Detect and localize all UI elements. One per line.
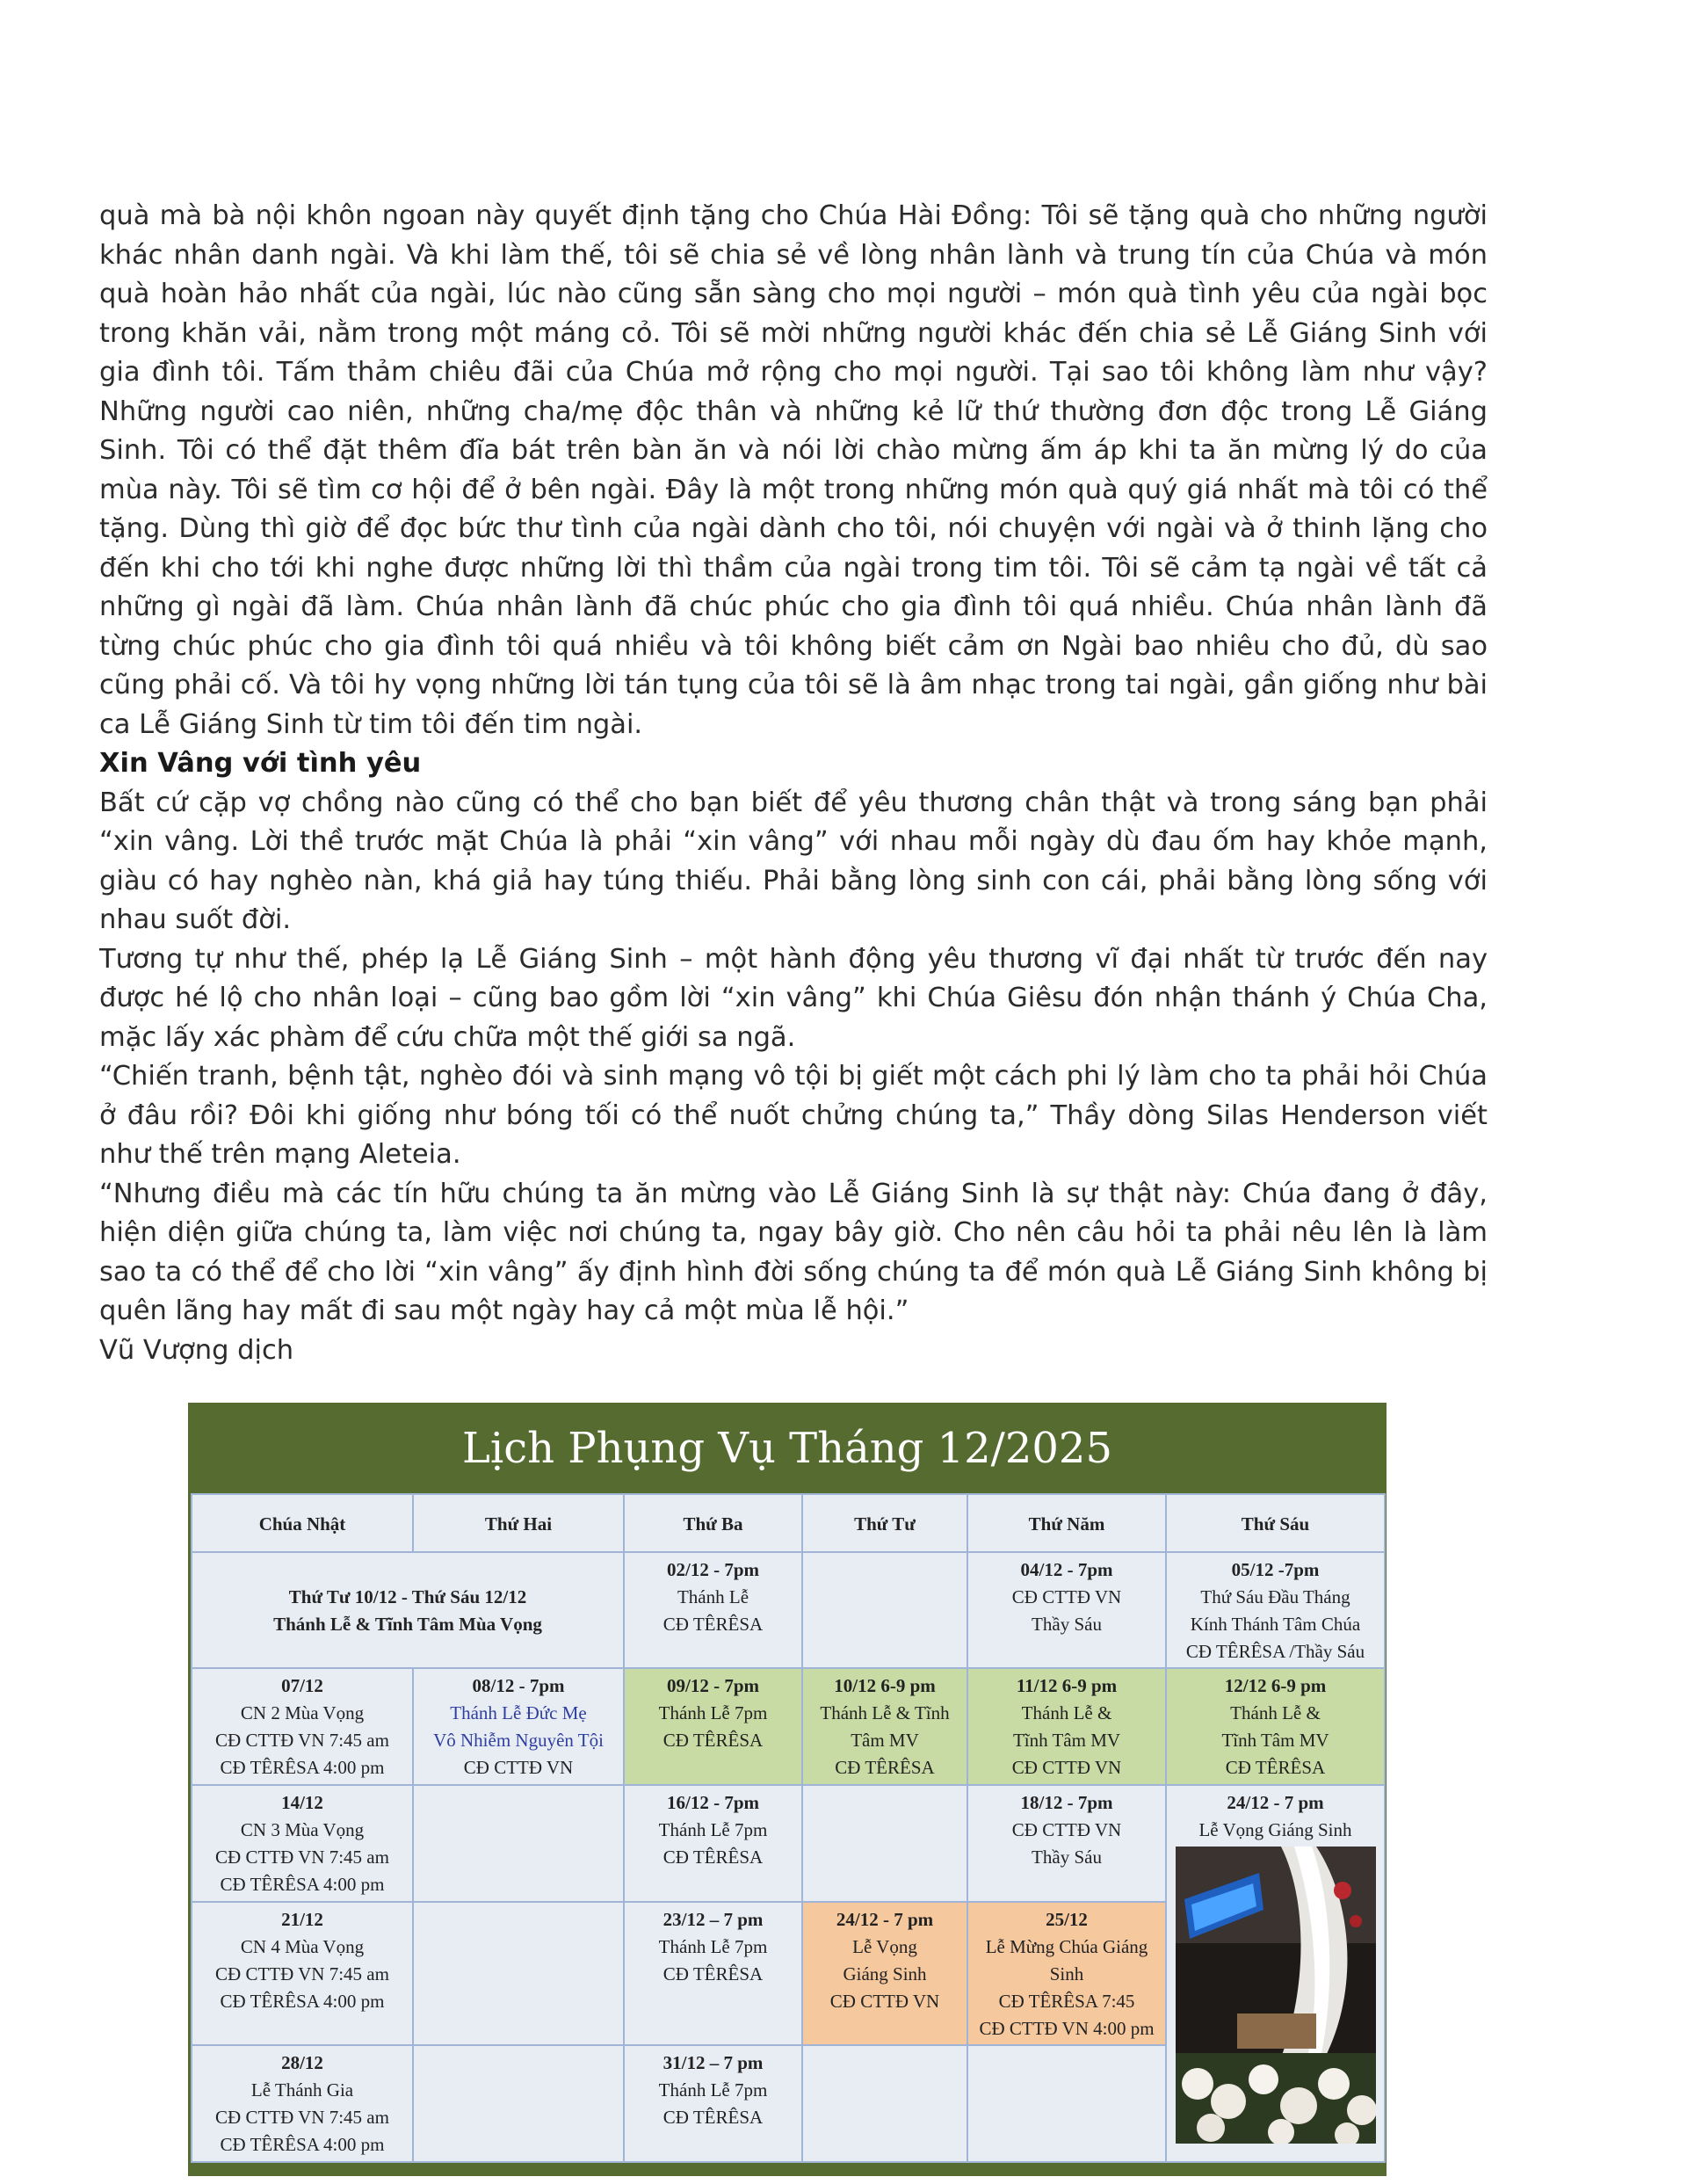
day-cell	[192, 1785, 413, 1902]
church-christmas-photo	[1176, 1847, 1376, 2144]
event-line: CĐ CTTĐ VN 7:45 am	[215, 1847, 389, 1868]
event-line: Thánh Lễ 7pm	[658, 2079, 768, 2101]
day-cell	[413, 1668, 624, 1785]
day-cell	[624, 1668, 802, 1785]
event-line: CĐ TÊRÊSA	[835, 1757, 935, 1778]
event-date: 31/12 – 7 pm	[662, 2052, 764, 2073]
day-cell	[802, 1552, 967, 1668]
day-header: Thứ Năm	[967, 1494, 1166, 1552]
event-line: Vô Nhiễm Nguyên Tội	[433, 1730, 604, 1751]
retreat-note-line: Thánh Lễ & Tĩnh Tâm Mùa Vọng	[273, 1614, 542, 1635]
event-line: CĐ CTTĐ VN	[829, 1991, 940, 2012]
event-line: CĐ TÊRÊSA 4:00 pm	[220, 1991, 385, 2012]
event-date: 12/12 6-9 pm	[1224, 1675, 1327, 1696]
day-header: Thứ Sáu	[1166, 1494, 1385, 1552]
event-line: Thánh Lễ 7pm	[658, 1819, 768, 1840]
event-line: Lễ Vọng Giáng Sinh	[1198, 1819, 1352, 1840]
event-line: Sinh	[1049, 1963, 1084, 1984]
day-cell	[624, 1552, 802, 1668]
event-line: CN 4 Mùa Vọng	[240, 1936, 365, 1957]
day-header-row	[192, 1494, 1385, 1552]
event-date: 28/12	[281, 2052, 323, 2073]
day-cell	[802, 1785, 967, 1902]
day-cell	[192, 1668, 413, 1785]
event-date: 16/12 - 7pm	[667, 1792, 759, 1813]
event-line: Thánh Lễ &	[1230, 1702, 1321, 1723]
event-date: 21/12	[281, 1909, 323, 1930]
event-date: 10/12 6-9 pm	[834, 1675, 936, 1696]
event-line: Tĩnh Tâm MV	[1012, 1730, 1121, 1751]
day-cell	[624, 1902, 802, 2045]
day-cell	[802, 1902, 967, 2045]
article-paragraph: “Chiến tranh, bệnh tật, nghèo đói và sinh mạng vô tội bị giết một cách phi lý làm cho ta phải hỏi Chúa ở đâu rồi? Đôi khi giống như bóng tối có thể nuốt chửng chúng ta,” Thầy dòng Silas Henderson viết như thế trên mạng Aleteia.	[99, 1061, 1488, 1170]
event-line: Thánh Lễ &	[1021, 1702, 1112, 1723]
event-date: 07/12	[281, 1675, 323, 1696]
event-line: Thánh Lễ	[677, 1586, 749, 1607]
event-line: Lễ Thánh Gia	[250, 2079, 354, 2101]
event-date: 02/12 - 7pm	[667, 1559, 759, 1580]
day-cell	[802, 1668, 967, 1785]
event-line: Thánh Lễ & Tĩnh	[820, 1702, 950, 1723]
event-line: Thánh Lễ Đức Mẹ	[450, 1702, 587, 1723]
article-paragraph: quà mà bà nội khôn ngoan này quyết định tặng cho Chúa Hài Đồng: Tôi sẽ tặng quà cho những người khác nhân danh ngài. Và khi làm thế, tôi sẽ chia sẻ về lòng nhân lành và trung tín của Chúa và món quà hoàn hảo nhất của ngài, lúc nào cũng sẵn sàng cho mọi người – món quà tình yêu của ngài bọc trong khăn vải, nằm trong một máng cỏ. Tôi sẽ mời những người khác đến chia sẻ Lễ Giáng Sinh với gia đình tôi. Tấm thảm chiêu đãi của Chúa mở rộng cho mọi người. Tại sao tôi không làm như vậy? Những người cao niên, những cha/mẹ độc thân và những kẻ lữ thứ thường đơn độc trong Lễ Giáng Sinh. Tôi có thể đặt thêm đĩa bát trên bàn ăn và nói lời chào mừng ấm áp khi ta ăn mừng lý do của mùa này. Tôi sẽ tìm cơ hội để ở bên ngài. Đây là một trong những món quà quý giá nhất mà tôi có thể tặng. Dùng thì giờ để đọc bức thư tình của ngài dành cho tôi, nói chuyện với ngài và ở thinh lặng cho đến khi cho tới khi nghe được những lời thì thầm của ngài trong tim tôi. Tôi sẽ cảm tạ ngài về tất cả những gì ngài đã làm. Chúa nhân lành đã chúc phúc cho gia đình tôi quá nhiều. Chúa nhân lành đã từng chúc phúc cho gia đình tôi quá nhiều và tôi không biết cảm ơn Ngài bao nhiêu cho đủ, dù sao cũng phải cố. Và tôi hy vọng những lời tán tụng của tôi sẽ là âm nhạc trong tai ngài, gần giống như bài ca Lễ Giáng Sinh từ tim tôi đến tim ngài.	[99, 200, 1488, 740]
event-line: CN 3 Mùa Vọng	[240, 1819, 365, 1840]
day-cell	[967, 1785, 1166, 1902]
event-line: Tâm MV	[851, 1730, 919, 1751]
day-cell	[802, 2045, 967, 2162]
event-line: CN 2 Mùa Vọng	[240, 1702, 365, 1723]
event-line: CĐ CTTĐ VN	[1011, 1586, 1122, 1607]
event-date: 14/12	[281, 1792, 323, 1813]
day-cell	[413, 1902, 624, 2045]
event-line: CĐ TÊRÊSA 7:45	[998, 1991, 1135, 2012]
week-row	[192, 1552, 1385, 1668]
event-line: CĐ CTTĐ VN 7:45 am	[215, 1963, 389, 1984]
event-line: Thầy Sáu	[1032, 1847, 1102, 1868]
day-cell	[413, 1785, 624, 1902]
day-header: Thứ Tư	[802, 1494, 967, 1552]
event-line: CĐ TÊRÊSA /Thầy Sáu	[1185, 1641, 1365, 1662]
day-cell	[967, 1668, 1166, 1785]
christmas-eve-cell	[1166, 1785, 1385, 2162]
event-line: CĐ CTTĐ VN 7:45 am	[215, 2107, 389, 2128]
day-cell	[1166, 1668, 1385, 1785]
day-cell	[967, 1552, 1166, 1668]
article-paragraph: Tương tự như thế, phép lạ Lễ Giáng Sinh – một hành động yêu thương vĩ đại nhất từ trước đến nay được hé lộ cho nhân loại – cũng bao gồm lời “xin vâng” khi Chúa Giêsu đón nhận thánh ý Chúa Cha, mặc lấy xác phàm để cứu chữa một thế giới sa ngã.	[99, 943, 1488, 1053]
translator-credit: Vũ Vượng dịch	[99, 1334, 294, 1366]
week-row	[192, 1668, 1385, 1785]
retreat-note-line: Thứ Tư 10/12 - Thứ Sáu 12/12	[288, 1586, 527, 1607]
event-line: CĐ CTTĐ VN 7:45 am	[215, 1730, 389, 1751]
event-line: CĐ TÊRÊSA	[662, 1730, 764, 1751]
article-body	[99, 197, 1488, 1370]
event-line: Kính Thánh Tâm Chúa	[1190, 1614, 1361, 1635]
event-line: CĐ TÊRÊSA 4:00 pm	[220, 1757, 385, 1778]
event-date: 05/12 -7pm	[1231, 1559, 1320, 1580]
event-date: 25/12	[1046, 1909, 1088, 1930]
event-line: Thánh Lễ 7pm	[658, 1936, 768, 1957]
event-date: 11/12 6-9 pm	[1016, 1675, 1118, 1696]
event-line: CĐ CTTĐ VN	[1011, 1757, 1122, 1778]
event-line: CĐ TÊRÊSA	[662, 2107, 764, 2128]
event-line: CĐ TÊRÊSA	[662, 1847, 764, 1868]
church-christmas-photo-art	[1176, 1847, 1376, 2144]
event-line: CĐ CTTĐ VN	[463, 1757, 574, 1778]
calendar-table	[191, 1493, 1386, 2163]
day-header: Thứ Ba	[624, 1494, 802, 1552]
event-line: Thứ Sáu Đầu Tháng	[1200, 1586, 1350, 1607]
section-heading: Xin Vâng với tình yêu	[99, 748, 422, 779]
week-row	[192, 1785, 1385, 1902]
event-line: Tĩnh Tâm MV	[1221, 1730, 1329, 1751]
liturgy-calendar	[188, 1403, 1387, 2176]
event-line: CĐ TÊRÊSA	[662, 1614, 764, 1635]
event-line: Lễ Mừng Chúa Giáng	[985, 1936, 1148, 1957]
event-line: Thánh Lễ 7pm	[658, 1702, 768, 1723]
day-cell	[624, 2045, 802, 2162]
event-line: CĐ TÊRÊSA 4:00 pm	[220, 1874, 385, 1895]
day-cell	[624, 1785, 802, 1902]
day-header: Chúa Nhật	[192, 1494, 413, 1552]
article-paragraph: “Nhưng điều mà các tín hữu chúng ta ăn mừng vào Lễ Giáng Sinh là sự thật này: Chúa đang ở đây, hiện diện giữa chúng ta, làm việc nơi chúng ta, ngay bây giờ. Cho nên câu hỏi ta phải nêu lên là làm sao ta có thể để cho lời “xin vâng” ấy định hình đời sống chúng ta để món quà Lễ Giáng Sinh không bị quên lãng hay mất đi sau một ngày hay cả một mùa lễ hội.”	[99, 1178, 1488, 1326]
event-line: CĐ CTTĐ VN 4:00 pm	[979, 2018, 1155, 2039]
event-line: Lễ Vọng	[852, 1936, 917, 1957]
event-line: Giáng Sinh	[843, 1963, 927, 1984]
event-date: 18/12 - 7pm	[1020, 1792, 1113, 1813]
event-date: 24/12 - 7 pm	[836, 1909, 934, 1930]
event-date: 04/12 - 7pm	[1020, 1559, 1113, 1580]
day-cell	[192, 1902, 413, 2045]
day-cell	[1166, 1552, 1385, 1668]
event-date: 08/12 - 7pm	[472, 1675, 565, 1696]
event-line: CĐ TÊRÊSA 4:00 pm	[220, 2134, 385, 2155]
event-date: 24/12 - 7 pm	[1227, 1792, 1324, 1813]
event-line: CĐ TÊRÊSA	[662, 1963, 764, 1984]
retreat-note	[192, 1552, 624, 1668]
event-line: CĐ TÊRÊSA	[1225, 1757, 1326, 1778]
event-line: Thầy Sáu	[1032, 1614, 1102, 1635]
calendar-title: Lịch Phụng Vụ Tháng 12/2025	[462, 1424, 1112, 1473]
event-line: CĐ CTTĐ VN	[1011, 1819, 1122, 1840]
day-cell	[413, 2045, 624, 2162]
day-cell	[967, 1902, 1166, 2045]
event-date: 09/12 - 7pm	[667, 1675, 759, 1696]
article-paragraph: Bất cứ cặp vợ chồng nào cũng có thể cho bạn biết để yêu thương chân thật và trong sáng bạn phải “xin vâng. Lời thề trước mặt Chúa là phải “xin vâng” với nhau mỗi ngày dù đau ốm hay khỏe mạnh, giàu có hay nghèo nàn, khá giả hay túng thiếu. Phải bằng lòng sinh con cái, phải bằng lòng sống với nhau suốt đời.	[99, 787, 1488, 935]
day-cell	[967, 2045, 1166, 2162]
day-cell	[192, 2045, 413, 2162]
day-header: Thứ Hai	[413, 1494, 624, 1552]
event-date: 23/12 – 7 pm	[662, 1909, 764, 1930]
